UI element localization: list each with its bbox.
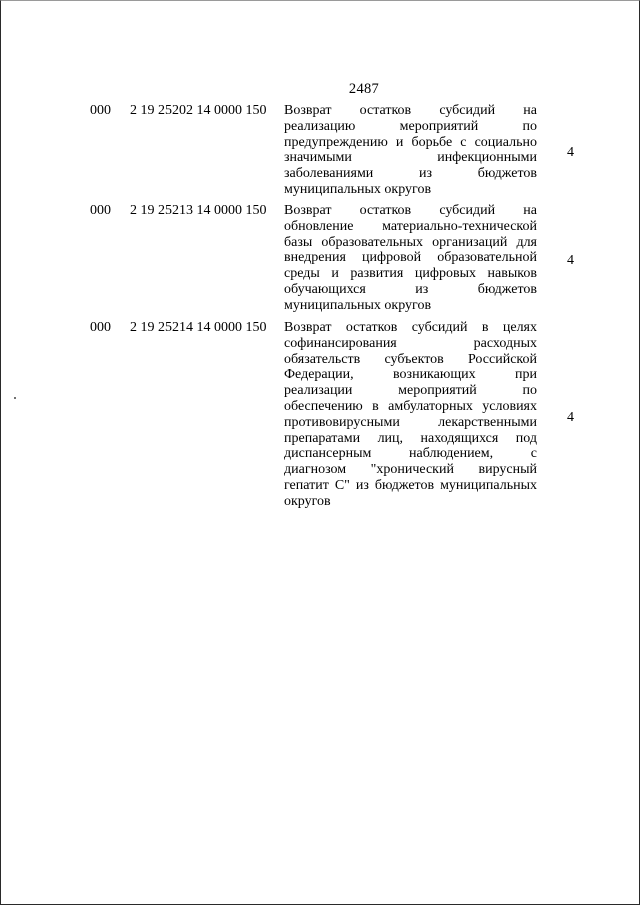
description-line: противовирусными лекарственными: [284, 414, 537, 430]
row-description: [284, 320, 537, 510]
description-line: муниципальных округов: [284, 181, 432, 197]
admin-code: 000: [90, 103, 111, 118]
description-line: предупреждению и борьбе с социально: [284, 134, 537, 150]
admin-code: 000: [90, 320, 111, 335]
description-line: реализацию мероприятий по: [284, 118, 537, 134]
description-line: внедрения цифровой образовательной: [284, 250, 537, 266]
description-line: реализации мероприятий по: [284, 383, 537, 399]
description-line: обеспечению в амбулаторных условиях: [284, 398, 537, 414]
scan-speck: [14, 397, 16, 399]
description-line: среды и развития цифровых навыков: [284, 266, 537, 282]
description-line: гепатит С" из бюджетов муниципальных: [284, 477, 537, 493]
description-line: базы образовательных организаций для: [284, 234, 537, 250]
description-line: обновление материально-технической: [284, 218, 537, 234]
description-line: обучающихся из бюджетов: [284, 281, 537, 297]
description-line: препаратами лиц, находящихся под: [284, 430, 537, 446]
description-line: Федерации, возникающих при: [284, 367, 537, 383]
description-line: софинансирования расходных: [284, 335, 537, 351]
description-line: Возврат остатков субсидий на: [284, 103, 537, 118]
description-line: Возврат остатков субсидий на: [284, 203, 537, 218]
description-line: диспансерным наблюдением, с: [284, 446, 537, 462]
description-line: диагнозом "хронический вирусный: [284, 462, 537, 478]
budget-code: 2 19 25214 14 0000 150: [130, 320, 267, 335]
row-amount: 4: [567, 145, 574, 160]
description-line: обязательств субъектов Российской: [284, 351, 537, 367]
description-line: значимыми инфекционными: [284, 150, 537, 166]
budget-code: 2 19 25213 14 0000 150: [130, 203, 267, 218]
row-description: [284, 203, 537, 314]
budget-code: 2 19 25202 14 0000 150: [130, 103, 267, 118]
row-description: [284, 103, 537, 198]
description-line: Возврат остатков субсидий в целях: [284, 320, 537, 335]
admin-code: 000: [90, 203, 111, 218]
page-number: 2487: [348, 81, 380, 97]
row-amount: 4: [567, 410, 574, 425]
description-line: заболеваниями из бюджетов: [284, 166, 537, 182]
row-amount: 4: [567, 253, 574, 268]
description-line: муниципальных округов: [284, 297, 432, 313]
description-line: округов: [284, 493, 331, 509]
